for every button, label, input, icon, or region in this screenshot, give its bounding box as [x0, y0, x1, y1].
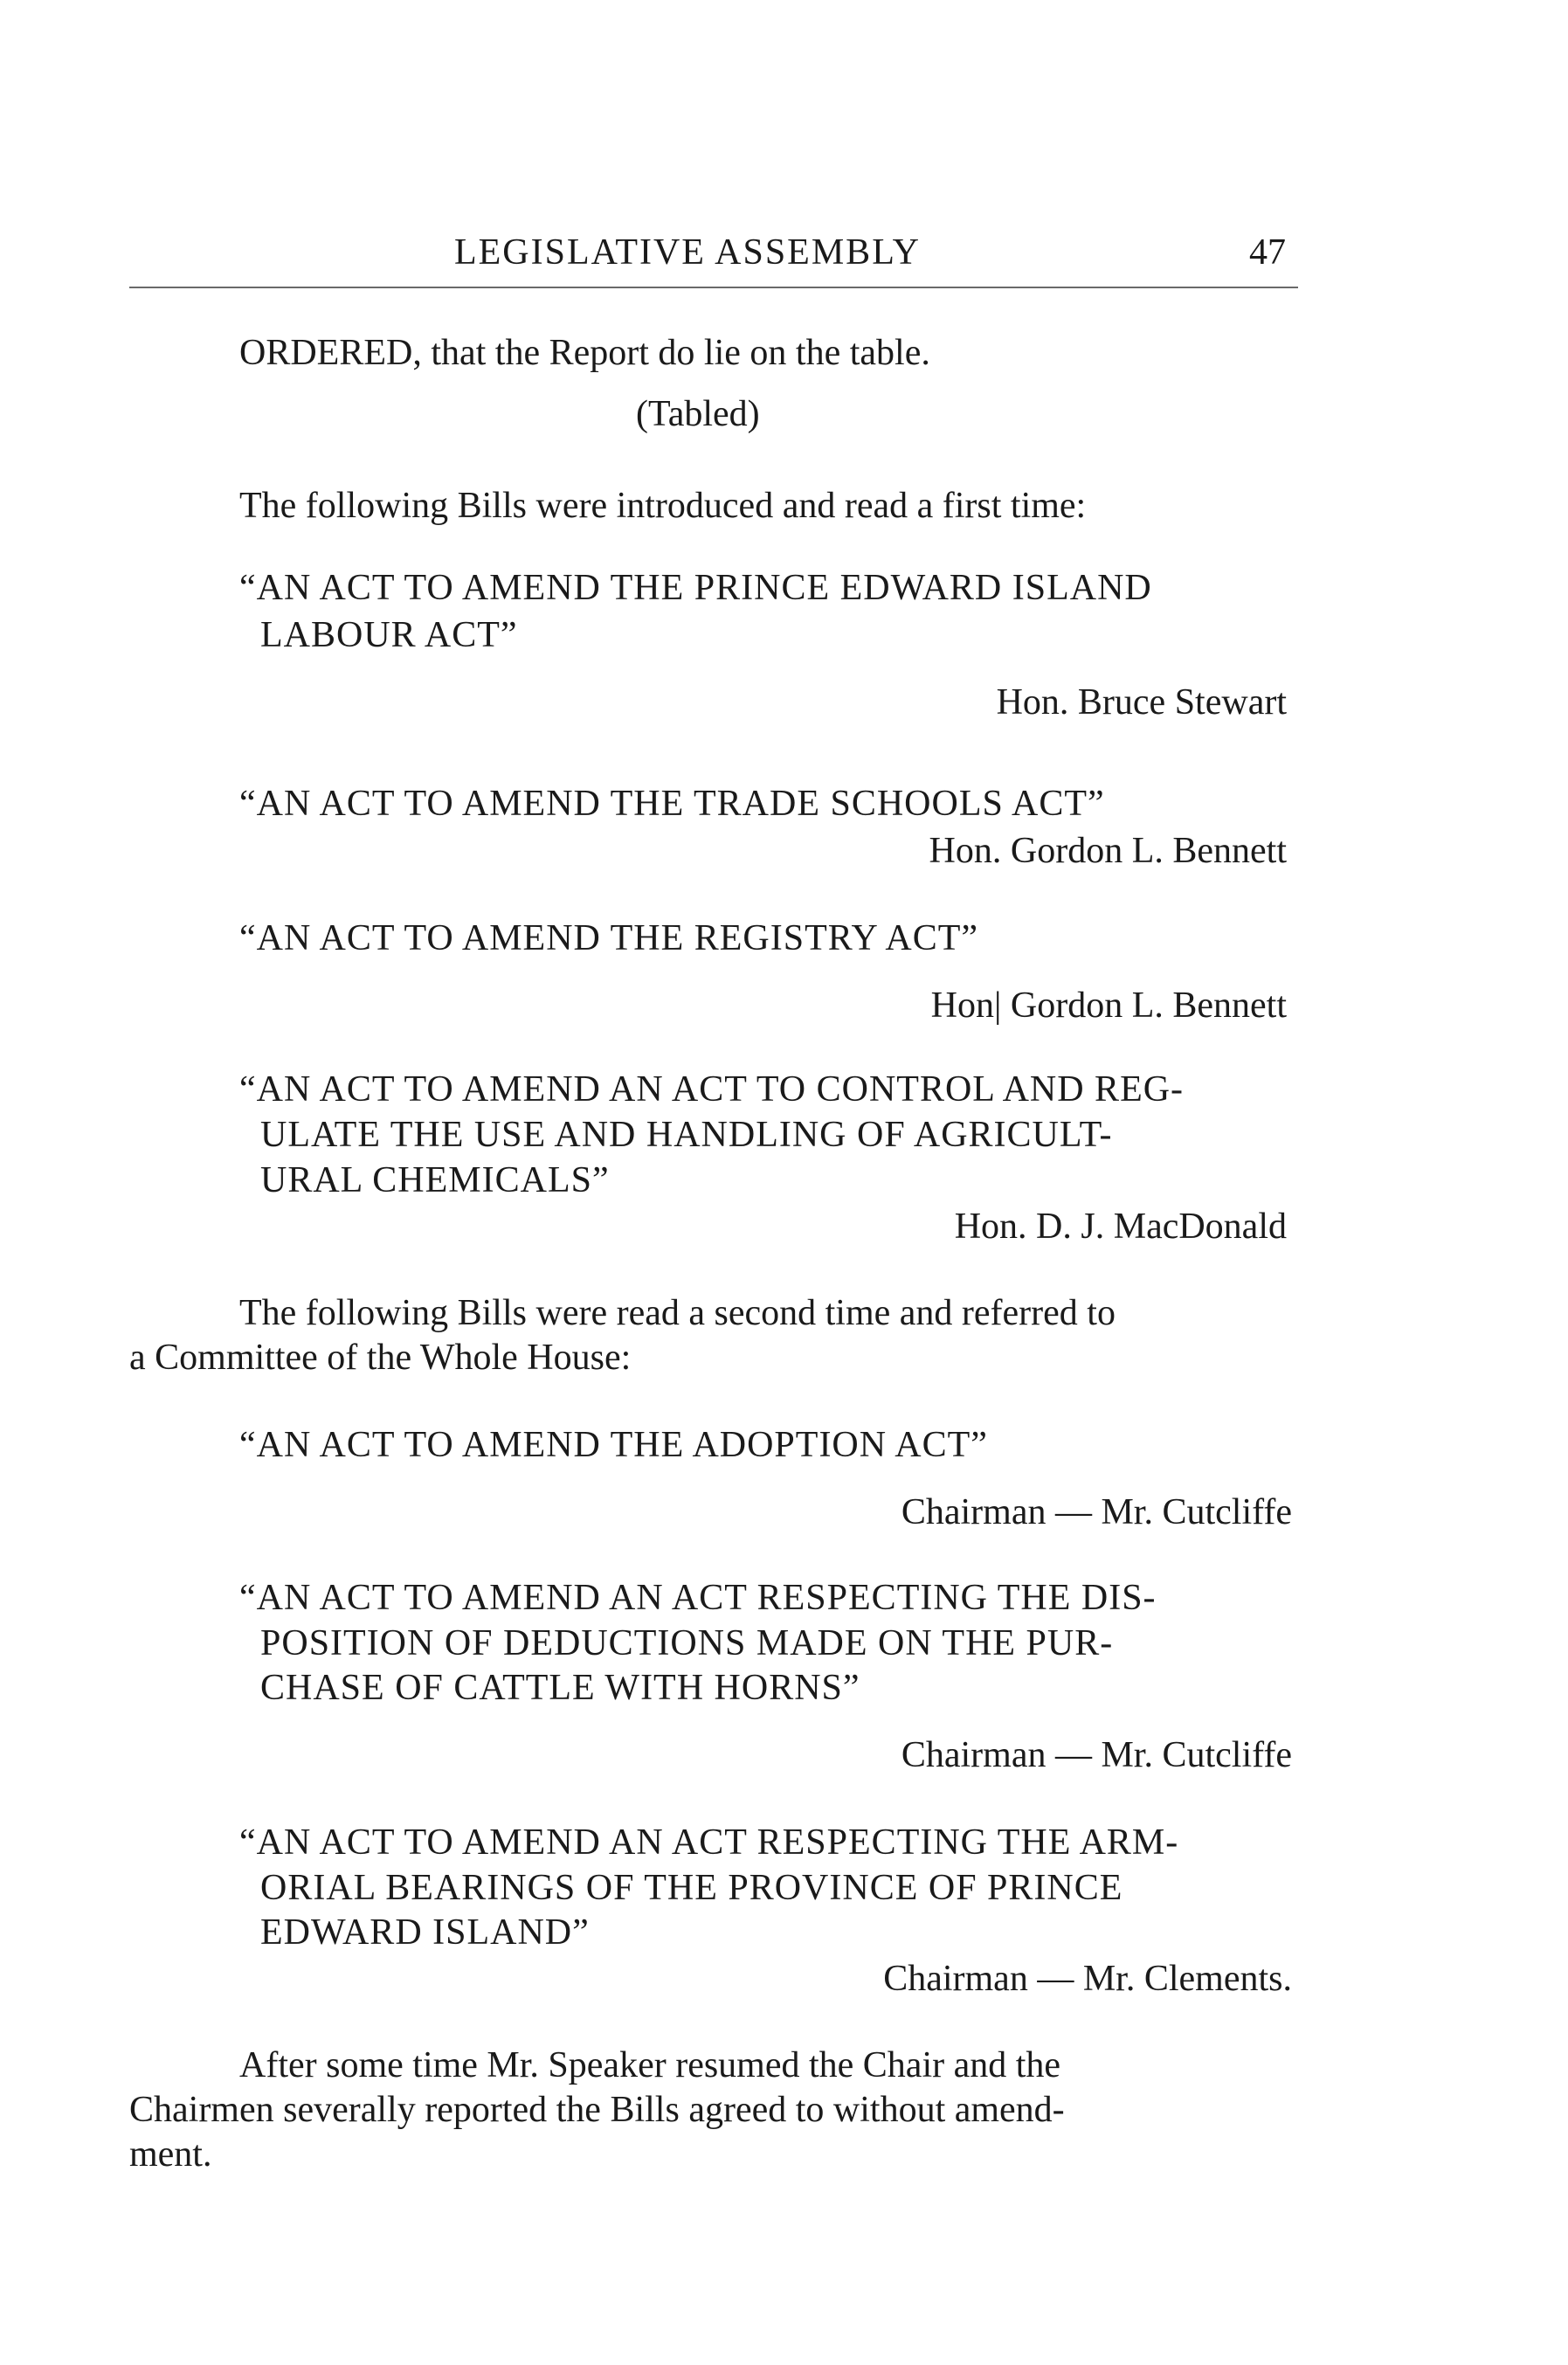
running-header-title: LEGISLATIVE ASSEMBLY: [454, 232, 921, 273]
bill-title-line: LABOUR ACT”: [260, 615, 518, 655]
bill-chairman: Chairman — Mr. Cutcliffe: [901, 1735, 1292, 1775]
bill-title-line: “AN ACT TO AMEND AN ACT TO CONTROL AND REG-: [239, 1069, 1185, 1110]
bill-sponsor: Hon. D. J. MacDonald: [954, 1207, 1287, 1247]
bill-chairman: Chairman — Mr. Cutcliffe: [901, 1492, 1292, 1532]
second-reading-intro-line: a Committee of the Whole House:: [129, 1338, 632, 1378]
bill-sponsor: Hon. Gordon L. Bennett: [929, 831, 1287, 871]
bill-chairman: Chairman — Mr. Clements.: [883, 1959, 1292, 1999]
closing-paragraph-line: After some time Mr. Speaker resumed the Chair and the: [239, 2045, 1061, 2085]
bill-title-line: POSITION OF DEDUCTIONS MADE ON THE PUR-: [260, 1623, 1114, 1663]
bill-title-line: EDWARD ISLAND”: [260, 1912, 590, 1953]
bill-title-line: ORIAL BEARINGS OF THE PROVINCE OF PRINCE: [260, 1868, 1123, 1908]
tabled-note: (Tabled): [636, 394, 760, 434]
ordered-paragraph: ORDERED, that the Report do lie on the table.: [239, 333, 930, 373]
page-number: 47: [1249, 232, 1286, 273]
bill-title-line: ULATE THE USE AND HANDLING OF AGRICULT-: [260, 1115, 1113, 1155]
closing-paragraph-line: ment.: [129, 2134, 212, 2175]
bill-sponsor: Hon. Bruce Stewart: [996, 682, 1287, 723]
bill-sponsor: Hon| Gordon L. Bennett: [930, 985, 1287, 1026]
bill-title-line: “AN ACT TO AMEND THE TRADE SCHOOLS ACT”: [239, 784, 1105, 824]
bill-title-line: CHASE OF CATTLE WITH HORNS”: [260, 1668, 860, 1708]
bill-title-line: “AN ACT TO AMEND THE ADOPTION ACT”: [239, 1425, 988, 1465]
first-reading-intro: The following Bills were introduced and read a first time:: [239, 486, 1087, 526]
header-rule: [129, 287, 1298, 288]
second-reading-intro-line: The following Bills were read a second time and referred to: [239, 1293, 1116, 1333]
bill-title-line: “AN ACT TO AMEND AN ACT RESPECTING THE ARM-: [239, 1822, 1179, 1863]
closing-paragraph-line: Chairmen severally reported the Bills agreed to without amend-: [129, 2090, 1065, 2130]
bill-title-line: URAL CHEMICALS”: [260, 1160, 610, 1200]
bill-title-line: “AN ACT TO AMEND THE PRINCE EDWARD ISLAND: [239, 568, 1152, 608]
bill-title-line: “AN ACT TO AMEND THE REGISTRY ACT”: [239, 918, 979, 958]
bill-title-line: “AN ACT TO AMEND AN ACT RESPECTING THE DIS-: [239, 1578, 1157, 1618]
